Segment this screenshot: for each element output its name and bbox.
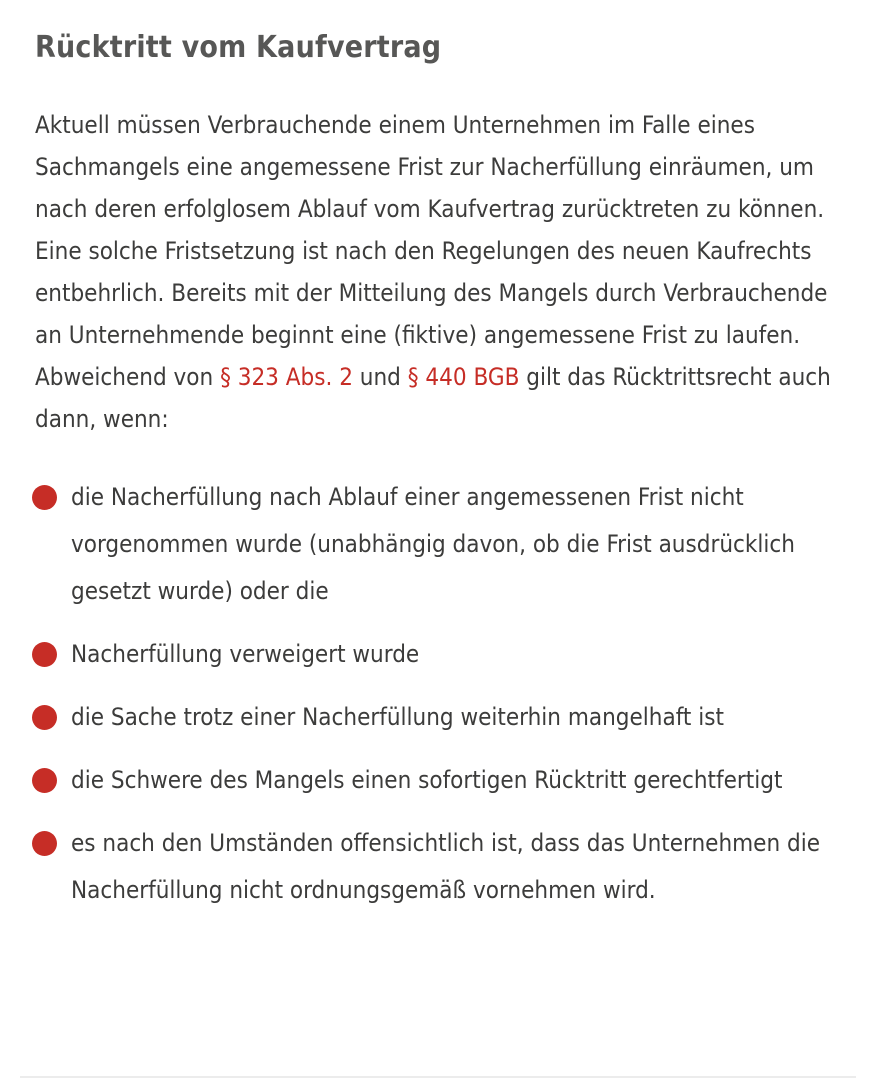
list-item-text: es nach den Umständen offensichtlich ist, dass das Unternehmen die Nacherfüllung nicht ordnungsgemäß vornehmen wird.	[71, 829, 821, 904]
law-link-paragraph-440[interactable]: § 440 BGB	[407, 363, 520, 391]
list-item	[35, 694, 834, 741]
list-item	[35, 820, 834, 914]
list-item-text: die Nacherfüllung nach Ablauf einer angemessenen Frist nicht vorgenommen wurde (unabhängig davon, ob die Frist ausdrücklich gesetzt wurde) oder die	[71, 483, 795, 605]
bottom-divider	[20, 1076, 856, 1078]
paragraph-text-middle: und	[352, 363, 408, 391]
red-bullet-icon	[32, 485, 57, 510]
list-item	[35, 757, 834, 804]
section-heading: Rücktritt vom Kaufvertrag	[35, 30, 442, 65]
paragraph-text-start: Aktuell müssen Verbrauchende einem Unternehmen im Falle eines Sachmangels eine angemessene Frist zur Nacherfüllung einräumen, um nach deren erfolglosem Ablauf vom Kaufvertrag zurücktreten zu können. Eine solche Fristsetzung ist nach den Regelungen des neuen Kaufrechts entbehrlich. Bereits mit der Mitteilung des Mangels durch Verbrauchende an Unternehmende beginnt eine (fiktive) angemessene Frist zu laufen. Abweichend von	[35, 111, 828, 391]
list-item	[35, 631, 834, 678]
intro-paragraph	[35, 104, 831, 440]
list-item-text: die Schwere des Mangels einen sofortigen Rücktritt gerechtfertigt	[71, 766, 783, 794]
paragraph-text-end: gilt das Rücktrittsrecht auch dann, wenn:	[35, 363, 831, 433]
list-item-text: die Sache trotz einer Nacherfüllung weiterhin mangelhaft ist	[71, 703, 724, 731]
red-bullet-icon	[32, 705, 57, 730]
red-bullet-icon	[32, 768, 57, 793]
red-bullet-icon	[32, 642, 57, 667]
list-item-text: Nacherfüllung verweigert wurde	[71, 640, 420, 668]
law-link-paragraph-323[interactable]: § 323 Abs. 2	[220, 363, 353, 391]
conditions-list	[35, 474, 834, 914]
list-item	[35, 474, 834, 615]
red-bullet-icon	[32, 831, 57, 856]
